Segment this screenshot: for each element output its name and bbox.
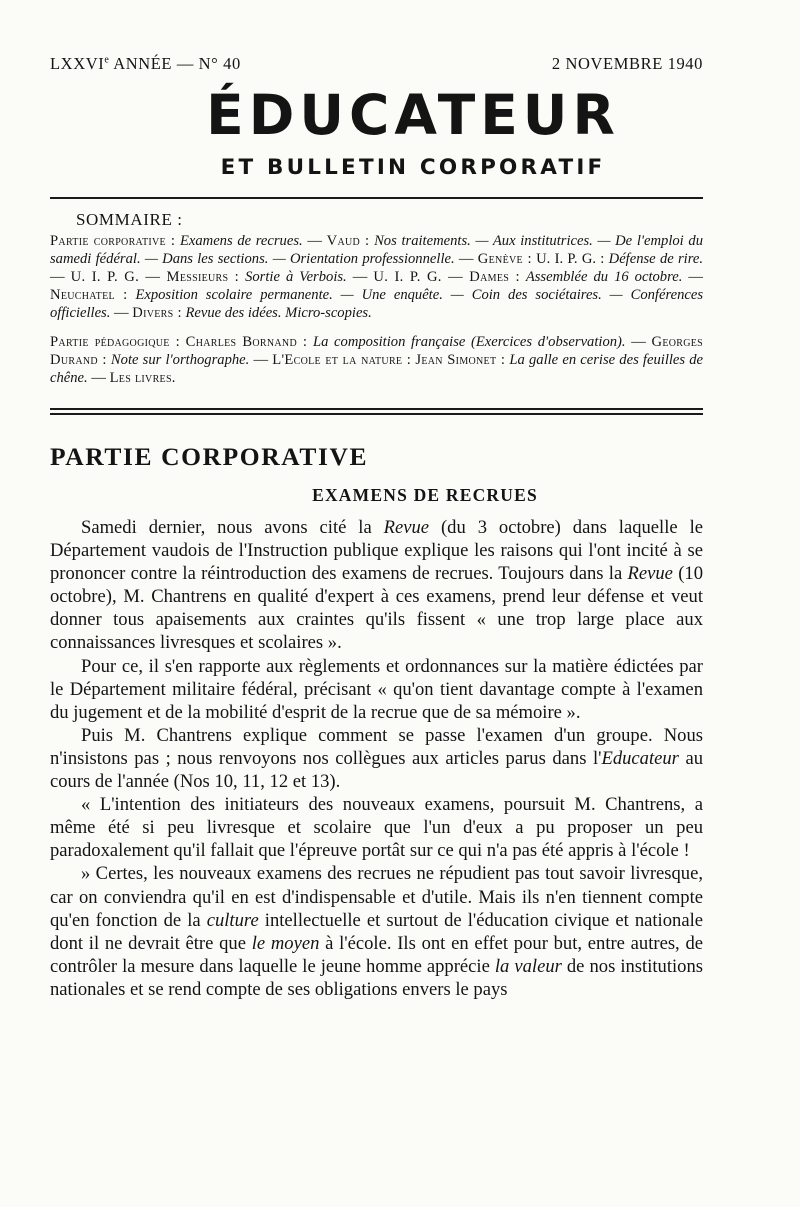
sommaire-rule-top	[50, 408, 703, 410]
article-body	[50, 516, 703, 1001]
volume-issue: LXXVIe ANNÉE — N° 40	[50, 54, 241, 73]
header-rule	[50, 197, 703, 199]
issue-date: 2 NOVEMBRE 1940	[551, 54, 703, 73]
paragraph: Puis M. Chantrens explique comment se passe l'examen d'un groupe. Nous n'insistons pas ; nous renvoyons nos collègues aux articles parus dans l'Educateur au cours de l'année (Nos 10, 11, 12 et 13).	[50, 724, 703, 793]
paragraph: Pour ce, il s'en rapporte aux règlements et ordonnances sur la matière édictées par le Département militaire fédéral, précisant « qu'on tient davantage compte à l'examen du jugement et de la mobilité d'esprit de la recrue que de sa mémoire ».	[50, 655, 703, 723]
section-heading: PARTIE CORPORATIVE	[50, 442, 369, 471]
article-title: EXAMENS DE RECRUES	[312, 485, 538, 505]
paragraph: » Certes, les nouveaux examens des recrues ne répudient pas tout savoir livresque, car on conviendra qu'il en est d'indispensable et d'utile. Mais ils n'en tiennent compte qu'en fonction de la culture intellectuelle et surtout de l'éducation civique et nationale dont il ne devrait être que le moyen à l'école. Ils ont en effet pour but, entre autres, de contrôler la mesure dans laquelle le jeune homme apprécie la valeur de nos institutions nationales et se rend compte de ses obligations envers le pays	[50, 863, 703, 1000]
sommaire-pedagogique: Partie pédagogique : Charles Bornand : La composition française (Exercices d'observation). — Georges Durand : Note sur l'orthographe. — L'Ecole et la nature : Jean Simonet : La galle en cerise des feuilles de chêne. — Les livres.	[50, 334, 704, 387]
journal-title: ÉDUCATEUR	[206, 83, 620, 147]
paragraph: « L'intention des initiateurs des nouveaux examens, poursuit M. Chantrens, a même été si peu livresque et scolaire que l'un d'eux a pu proposer un peu paradoxalement qu'il fallait que l'épreuve portât sur ce qui n'a pas été appris à l'école !	[50, 794, 703, 862]
sommaire-rule-bottom	[50, 413, 703, 415]
sommaire-label: SOMMAIRE :	[76, 210, 183, 229]
journal-subtitle: ET BULLETIN CORPORATIF	[220, 155, 606, 180]
sommaire-corporative: Partie corporative : Examens de recrues. — Vaud : Nos traitements. — Aux institutrices. — De l'emploi du samedi fédéral. — Dans les sections. — Orientation professionnelle. — Genève : U. I. P. G. : Défense de rire. — U. I. P. G. — Messieurs : Sortie à Verbois. — U. I. P. G. — Dames : Assemblée du 16 octobre. — Neuchatel : Exposition scolaire permanente. — Une enquête. — Coin des sociétaires. — Conférences officielles. — Divers : Revue des idées. Micro-scopies.	[50, 233, 704, 322]
paragraph: Samedi dernier, nous avons cité la Revue (du 3 octobre) dans laquelle le Département vaudois de l'Instruction publique explique les raisons qui l'ont incité à se prononcer contre la réintroduction des examens de recrues. Toujours dans la Revue (10 octobre), M. Chantrens en qualité d'expert à ces examens, prend leur défense et veut donner tous apaisements aux craintes qu'ils fissent « une trop large place aux connaissances livresques et scolaires ».	[50, 517, 703, 654]
